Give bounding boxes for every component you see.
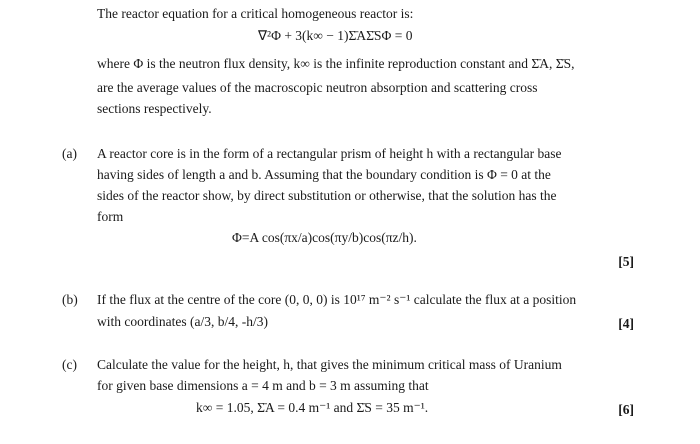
part-c-marks: [6] <box>618 402 634 417</box>
part-a-line-1: A reactor core is in the form of a rectangular prism of height h with a rectangular base <box>97 146 562 161</box>
part-c-label: (c) <box>62 357 77 372</box>
part-a-marks: [5] <box>618 254 634 269</box>
reactor-equation: ∇²Φ + 3(k∞ − 1)Σ̄AΣ̄SΦ = 0 <box>258 28 413 43</box>
part-b-line-2: with coordinates (a/3, b/4, -h/3) <box>97 314 268 329</box>
parameter-values: k∞ = 1.05, Σ̄A = 0.4 m⁻¹ and Σ̄S = 35 m⁻¹. <box>196 400 429 415</box>
part-b-label: (b) <box>62 292 78 307</box>
part-a-line-3: sides of the reactor show, by direct substitution or otherwise, that the solution has the <box>97 188 557 203</box>
intro-line-3: are the average values of the macroscopic neutron absorption and scattering cross <box>97 80 538 95</box>
part-a-line-4: form <box>97 209 124 224</box>
intro-line-2: where Φ is the neutron flux density, k∞ is the infinite reproduction constant and Σ̄A, Σ̄S, <box>97 56 575 71</box>
intro-line-1: The reactor equation for a critical homogeneous reactor is: <box>97 6 414 21</box>
intro-line-4: sections respectively. <box>97 101 212 116</box>
flux-solution-equation: Φ=A cos(πx/a)cos(πy/b)cos(πz/h). <box>232 230 417 245</box>
part-b-marks: [4] <box>618 316 634 331</box>
part-b-line-1: If the flux at the centre of the core (0, 0, 0) is 10¹⁷ m⁻² s⁻¹ calculate the flux at a position <box>97 292 577 307</box>
part-a-label: (a) <box>62 146 77 161</box>
part-c-line-1: Calculate the value for the height, h, that gives the minimum critical mass of Uranium <box>97 357 562 372</box>
part-a-line-2: having sides of length a and b. Assuming that the boundary condition is Φ = 0 at the <box>97 167 551 182</box>
part-c-line-2: for given base dimensions a = 4 m and b = 3 m assuming that <box>97 378 429 393</box>
